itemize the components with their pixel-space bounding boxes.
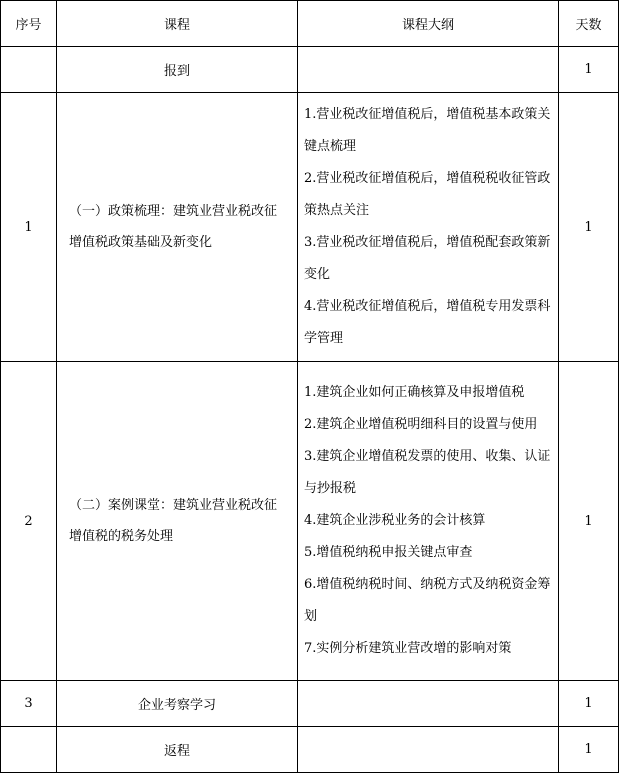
outline-item: 3.营业税改征增值税后，增值税配套政策新变化 bbox=[304, 235, 551, 282]
row-days: 1 bbox=[559, 362, 619, 681]
row-course: 报到 bbox=[57, 47, 298, 93]
outline-item: 1.建筑企业如何正确核算及申报增值税 bbox=[304, 385, 525, 400]
outline-item: 1.营业税改征增值税后，增值税基本政策关键点梳理 bbox=[304, 107, 551, 154]
outline-item: 5.增值税纳税申报关键点审查 bbox=[304, 545, 473, 560]
row-days: 1 bbox=[559, 93, 619, 362]
row-days: 1 bbox=[559, 681, 619, 727]
outline-item: 6.增值税纳税时间、纳税方式及纳税资金筹划 bbox=[304, 577, 551, 624]
header-days: 天数 bbox=[559, 1, 619, 47]
row-outline bbox=[298, 681, 559, 727]
header-outline: 课程大纲 bbox=[298, 1, 559, 47]
table-header-row bbox=[1, 1, 619, 47]
row-outline bbox=[298, 47, 559, 93]
outline-item: 7.实例分析建筑业营改增的影响对策 bbox=[304, 641, 512, 656]
table-row bbox=[1, 681, 619, 727]
outline-item: 2.营业税改征增值税后，增值税税收征管政策热点关注 bbox=[304, 171, 551, 218]
row-course bbox=[57, 93, 298, 362]
row-no: 1 bbox=[1, 93, 57, 362]
row-days: 1 bbox=[559, 727, 619, 773]
row-course bbox=[57, 362, 298, 681]
row-course: 返程 bbox=[57, 727, 298, 773]
row-no: 3 bbox=[1, 681, 57, 727]
row-course: 企业考察学习 bbox=[57, 681, 298, 727]
header-course: 课程 bbox=[57, 1, 298, 47]
row-outline bbox=[298, 362, 559, 681]
outline-item: 4.建筑企业涉税业务的会计核算 bbox=[304, 513, 486, 528]
outline-item: 2.建筑企业增值税明细科目的设置与使用 bbox=[304, 417, 538, 432]
row-no bbox=[1, 47, 57, 93]
table-row bbox=[1, 362, 619, 681]
row-outline bbox=[298, 93, 559, 362]
table-row bbox=[1, 47, 619, 93]
outline-item: 4.营业税改征增值税后，增值税专用发票科学管理 bbox=[304, 299, 551, 346]
row-no bbox=[1, 727, 57, 773]
table-row bbox=[1, 93, 619, 362]
row-course-text: （二）案例课堂：建筑业营业税改征增值税的税务处理 bbox=[69, 498, 278, 544]
row-no: 2 bbox=[1, 362, 57, 681]
row-course-text: （一）政策梳理：建筑业营业税改征增值税政策基础及新变化 bbox=[69, 204, 278, 250]
table-row bbox=[1, 727, 619, 773]
row-days: 1 bbox=[559, 47, 619, 93]
header-no: 序号 bbox=[1, 1, 57, 47]
outline-item: 3.建筑企业增值税发票的使用、收集、认证与抄报税 bbox=[304, 449, 551, 496]
row-outline bbox=[298, 727, 559, 773]
